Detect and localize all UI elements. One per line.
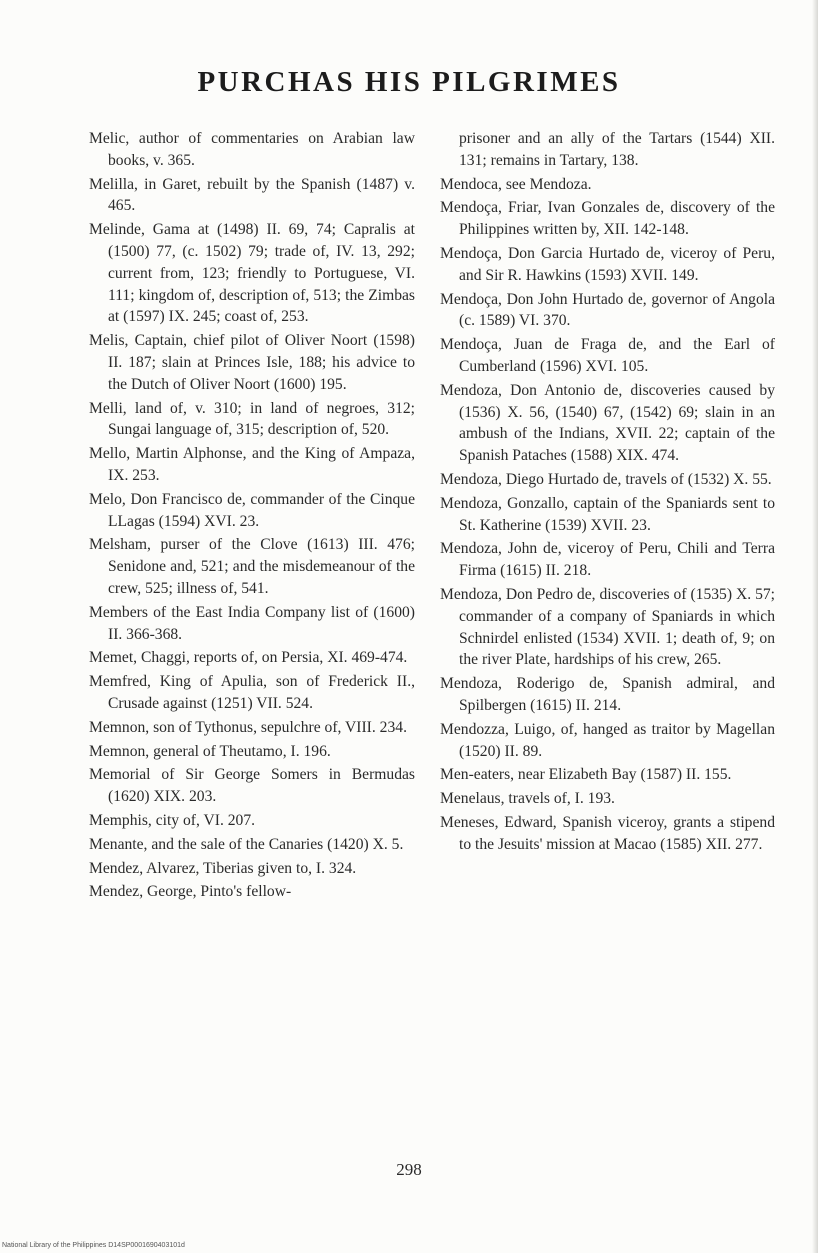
index-entry: Menante, and the sale of the Canaries (1420) X. 5. xyxy=(89,835,404,853)
index-entry: Mendoza, John de, viceroy of Peru, Chili and Terra Firma (1615) II. 218. xyxy=(440,540,775,580)
index-entry: Memfred, King of Apulia, son of Frederick II., Crusade against (1251) VII. 524. xyxy=(89,673,415,712)
index-entry: Memnon, general of Theutamo, I. 196. xyxy=(89,742,331,760)
index-entry: Melsham, purser of the Clove (1613) III. 476; Senidone and, 521; and the misdemeanour of the crew, 525; illness of, 541. xyxy=(89,536,415,597)
index-column-left xyxy=(89,128,415,905)
index-entry: Melis, Captain, chief pilot of Oliver Noort (1598) II. 187; slain at Princes Isle, 188; his advice to the Dutch of Oliver Noort (1600) 195. xyxy=(89,332,415,393)
index-entry: Melo, Don Francisco de, commander of the Cinque LLagas (1594) XVI. 23. xyxy=(89,490,415,530)
index-entry: Mendez, George, Pinto's fellow- xyxy=(89,883,292,901)
index-entry: Memnon, son of Tythonus, sepulchre of, VIII. 234. xyxy=(89,718,407,736)
index-entry: Mendoza, Don Pedro de, discoveries of (1535) X. 57; commander of a company of Spaniards in which Schnirdel enlisted (1534) XVII. 1; death of, 9; on the river Plate, hardships of his crew, 265. xyxy=(440,585,775,669)
index-entry: Mendoza, Gonzallo, captain of the Spaniards sent to St. Katherine (1539) XVII. 23. xyxy=(440,494,775,534)
index-entry: Melli, land of, v. 310; in land of negroes, 312; Sungai language of, 315; description of, 520. xyxy=(89,399,415,439)
index-entry-continuation: prisoner and an ally of the Tartars (1544) XII. 131; remains in Tartary, 138. xyxy=(459,130,775,169)
index-entry: Mendoca, see Mendoza. xyxy=(440,175,592,193)
index-entry: Melic, author of commentaries on Arabian law books, v. 365. xyxy=(89,130,415,169)
index-entry: Mendoça, Don Garcia Hurtado de, viceroy of Peru, and Sir R. Hawkins (1593) XVII. 149. xyxy=(440,244,775,284)
index-entry: Mendoça, Juan de Fraga de, and the Earl of Cumberland (1596) XVI. 105. xyxy=(440,336,775,375)
index-entry: Memorial of Sir George Somers in Bermudas (1620) XIX. 203. xyxy=(89,766,415,806)
index-entry: Mendoça, Don John Hurtado de, governor of Angola (c. 1589) VI. 370. xyxy=(440,290,775,330)
index-entry: Mello, Martin Alphonse, and the King of Ampaza, IX. 253. xyxy=(89,445,415,484)
index-entry: Menelaus, travels of, I. 193. xyxy=(440,790,615,808)
index-column-right xyxy=(440,128,775,858)
index-entry: Mendoza, Don Antonio de, discoveries caused by (1536) X. 56, (1540) 67, (1542) 69; slain in an ambush of the Indians, XVII. 22; captain of the Spanish Pataches (1588) XIX. 474. xyxy=(440,381,775,465)
page-title: PURCHAS HIS PILGRIMES xyxy=(197,66,621,98)
index-entry: Mendoça, Friar, Ivan Gonzales de, discovery of the Philippines written by, XII. 142-148. xyxy=(440,199,775,239)
page-number: 298 xyxy=(396,1160,422,1179)
scan-credit: National Library of the Philippines D14SP0001690403101d xyxy=(2,1242,185,1249)
index-entry: Mendez, Alvarez, Tiberias given to, I. 324. xyxy=(89,859,357,877)
index-entry: Men-eaters, near Elizabeth Bay (1587) II. 155. xyxy=(440,766,732,784)
index-entry: Meneses, Edward, Spanish viceroy, grants a stipend to the Jesuits' mission at Macao (1585) XII. 277. xyxy=(440,813,775,853)
index-entry: Memet, Chaggi, reports of, on Persia, XI. 469-474. xyxy=(89,649,408,667)
index-entry: Memphis, city of, VI. 207. xyxy=(89,811,256,829)
index-entry: Members of the East India Company list of (1600) II. 366-368. xyxy=(89,603,415,643)
index-entry: Melilla, in Garet, rebuilt by the Spanish (1487) v. 465. xyxy=(89,175,415,215)
page-edge-shadow xyxy=(812,0,818,1253)
index-entry: Mendoza, Diego Hurtado de, travels of (1532) X. 55. xyxy=(440,470,772,488)
index-entry: Mendozza, Luigo, of, hanged as traitor by Magellan (1520) II. 89. xyxy=(440,720,775,760)
index-entry: Mendoza, Roderigo de, Spanish admiral, and Spilbergen (1615) II. 214. xyxy=(440,675,775,714)
index-entry: Melinde, Gama at (1498) II. 69, 74; Capralis at (1500) 77, (c. 1502) 79; trade of, IV. 13, 292; current from, 123; friendly to Portuguese, VI. 111; kingdom of, description of, 513; the Zimbas at (1597) IX. 245; coast of, 253. xyxy=(89,221,415,326)
